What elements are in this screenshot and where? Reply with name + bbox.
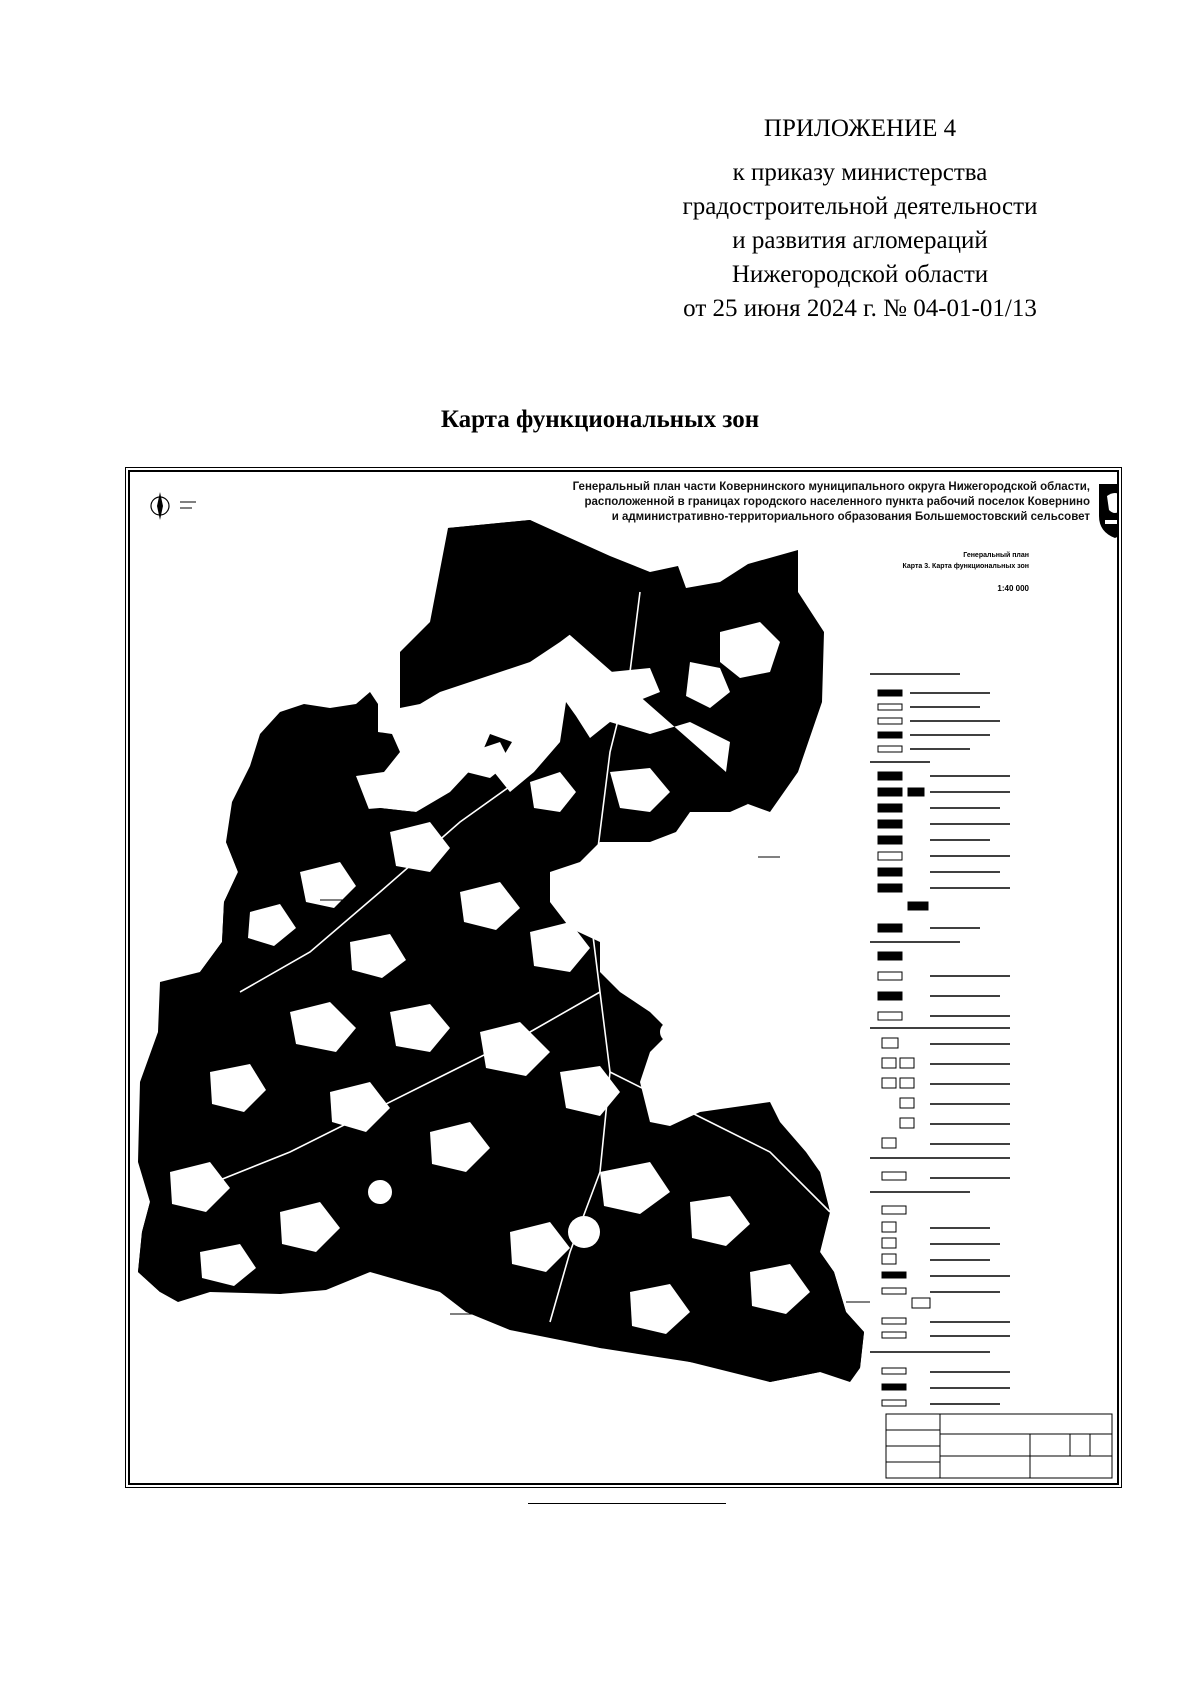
appendix-line: от 25 июня 2024 г. № 04-01-01/13 xyxy=(683,295,1037,322)
appendix-block xyxy=(600,112,1120,326)
document-title: Карта функциональных зон xyxy=(440,406,760,433)
appendix-line: градостроительной деятельности xyxy=(682,193,1038,220)
map-scale: 1:40 000 xyxy=(997,584,1029,593)
map-title-line: и административно-территориального образования Большемостовский сельсовет xyxy=(611,511,1090,523)
map-title-line: расположенной в границах городского населенного пункта рабочий поселок Ковернино xyxy=(584,496,1090,508)
map-subtitle-line: Генеральный план xyxy=(963,552,1029,559)
territory-north-lobe xyxy=(400,520,600,708)
map-title-line: Генеральный план части Ковернинского муниципального округа Нижегородской области, xyxy=(572,481,1090,493)
map-subtitle xyxy=(903,550,1029,572)
bottom-divider xyxy=(528,1503,726,1504)
appendix-line: и развития агломераций xyxy=(732,227,988,254)
appendix-line: Нижегородской области xyxy=(731,261,989,288)
legend-symbols xyxy=(878,690,930,1406)
title-block-stamp xyxy=(886,1414,1112,1478)
map-title xyxy=(400,480,1090,525)
appendix-heading: ПРИЛОЖЕНИЕ 4 xyxy=(763,115,957,142)
territory-map xyxy=(130,472,1117,1483)
map-frame xyxy=(128,470,1119,1485)
map-subtitle-line: Карта 3. Карта функциональных зон xyxy=(902,563,1029,570)
appendix-line: к приказу министерства xyxy=(732,159,988,186)
